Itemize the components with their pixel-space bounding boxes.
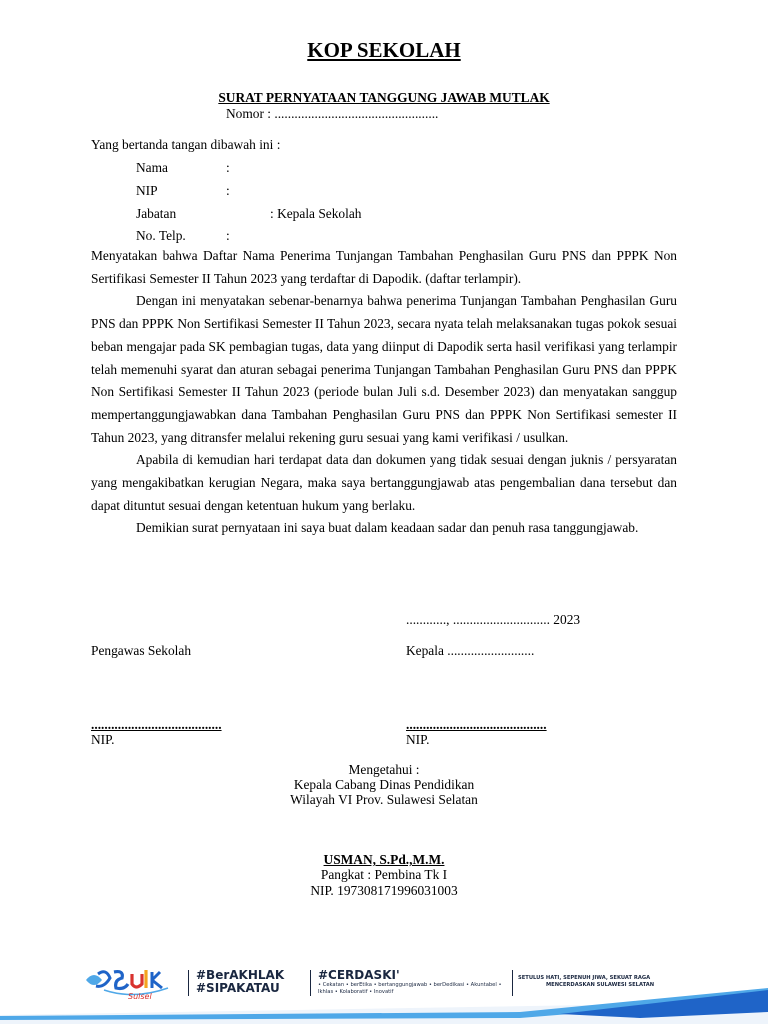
place-date: ............, ............................. 2023 — [406, 612, 581, 627]
paragraph-closing: Demikian surat pernyataan ini saya buat dalam keadaan sadar dan penuh rasa tanggungjawab. — [136, 520, 639, 536]
hashtag-cerdaski: #CERDASKI' — [318, 968, 400, 982]
motto-line-1: SETULUS HATI, SEPENUH JIWA, SEKUAT RAGA — [518, 975, 651, 981]
intro-text: Yang bertanda tangan dibawah ini : — [91, 137, 281, 152]
letter-body — [91, 245, 677, 540]
approver-role-1: Kepala Cabang Dinas Pendidikan — [293, 777, 475, 792]
cerdaski-values: • Cekatan • berEtika • bertanggungjawab • berDedikasi • Akuntabel • Ikhlas • Kolaboratif • Inovatif — [318, 982, 502, 995]
field-value-nip: : — [226, 183, 230, 198]
field-label-telp: No. Telp. — [136, 228, 186, 243]
mengetahui-label: Mengetahui : — [348, 762, 420, 777]
footer-wave-stripe — [0, 960, 768, 1024]
field-label-nip: NIP — [136, 183, 158, 198]
footer-banner — [0, 960, 768, 1024]
approver-name — [0, 852, 768, 868]
left-signer-title: Pengawas Sekolah — [91, 643, 192, 658]
motto-line-2: MENCERDASKAN SULAWESI SELATAN — [546, 982, 655, 988]
right-nip: NIP. — [406, 732, 430, 747]
field-label-nama: Nama — [136, 160, 168, 175]
paragraph-declaration: Dengan ini menyatakan sebenar-benarnya bahwa penerima Tunjangan Tambahan Penghasilan Guru PNS dan PPPK Non Sertifikasi Semester II Tahun 2023, secara nyata telah melaksanakan tugas pokok sesuai beban mengajar pada SK pembagian tugas, data yang diinput di Dapodik serta hasil verifikasi yang terlampir telah memenuhi syarat dan aturan sebagai penerima Tunjangan Tambahan Penghasilan Guru PNS dan PPPK Non Sertifikasi Semester II Tahun 2023 (periode bulan Juli s.d. Desember 2023) dan menyatakan sanggup mempertanggungjawabkan dana Tambahan Penghasilan Guru PNS dan PPPK Non Sertifikasi semester II Tahun 2023, yang ditransfer melalui rekening guru sesuai yang kami verifikasi / usulkan. — [91, 293, 677, 445]
left-signature-line: ....................................... — [91, 717, 222, 732]
field-value-telp: : — [226, 228, 230, 243]
right-signature-line: .......................................... — [406, 717, 547, 732]
right-signer-title: Kepala .......................... — [406, 643, 535, 658]
field-value-jabatan: : Kepala Sekolah — [270, 206, 362, 221]
hashtag-sipakatau: #SIPAKATAU — [196, 981, 280, 995]
left-nip: NIP. — [91, 732, 115, 747]
approver-name-text: USMAN, S.Pd.,M.M. — [323, 852, 445, 867]
paragraph-statement: Menyatakan bahwa Daftar Nama Penerima Tunjangan Tambahan Penghasilan Guru PNS dan PPPK Non Sertifikasi Semester II Tahun 2023 yang terdaftar di Dapodik. (daftar terlampir). — [91, 248, 677, 286]
approver-nip: NIP. 197308171996031003 — [310, 883, 458, 898]
hashtag-berakhlak: #BerAKHLAK — [196, 968, 285, 982]
field-label-jabatan: Jabatan — [136, 206, 177, 221]
logo-text: Sulsel — [128, 992, 152, 1000]
nomor-line: Nomor : ................................................. — [226, 106, 439, 121]
paragraph-liability: Apabila di kemudian hari terdapat data dan dokumen yang tidak sesuai dengan juknis / persyaratan yang mengakibatkan kerugian Negara, maka saya bertanggungjawab atas pengembalian dana tersebut dan dapat dituntut sesuai dengan ketentuan hukum yang berlaku. — [91, 452, 677, 513]
kop-sekolah-heading: KOP SEKOLAH — [307, 38, 461, 62]
field-value-nama: : — [226, 160, 230, 175]
approver-pangkat: Pangkat : Pembina Tk I — [320, 867, 448, 882]
approver-role-2: Wilayah VI Prov. Sulawesi Selatan — [290, 792, 478, 807]
letter-title: SURAT PERNYATAAN TANGGUNG JAWAB MUTLAK — [218, 90, 550, 105]
